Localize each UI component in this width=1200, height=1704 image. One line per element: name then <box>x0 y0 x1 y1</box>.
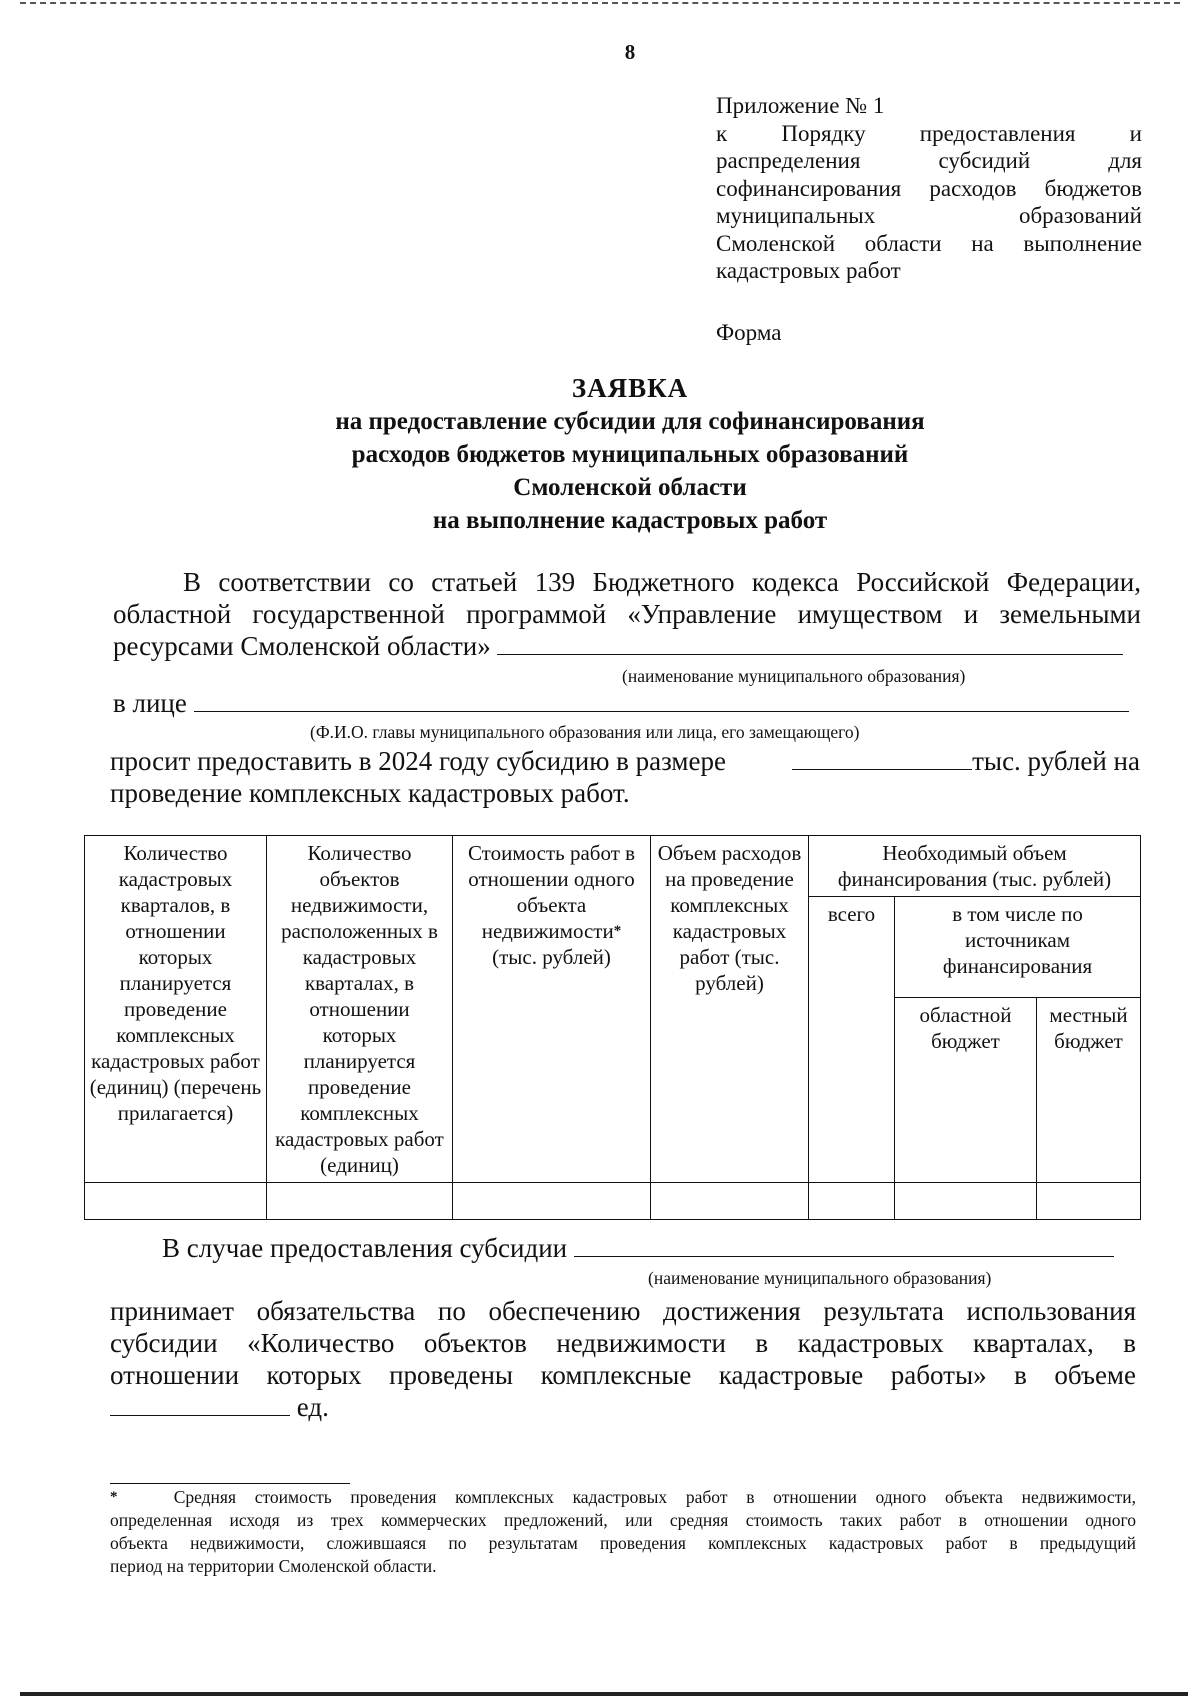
footnote-line <box>110 1486 1136 1509</box>
head-name-blank[interactable] <box>194 691 1129 712</box>
table-cell[interactable] <box>895 1183 1037 1220</box>
header-cell-regional: областной бюджет <box>895 998 1037 1183</box>
form-label: Форма <box>716 320 782 345</box>
appendix-line: Приложение № 1 <box>716 93 885 118</box>
footnote-line: объекта недвижимости, сложившаяся по результатам проведения комплексных кадастровых работ в предыдущий <box>110 1533 1136 1553</box>
intro-line-text: ресурсами Смоленской области» <box>113 631 491 661</box>
table-cell[interactable] <box>267 1183 453 1220</box>
header-cell-total: всего <box>809 897 895 1183</box>
amount-blank[interactable] <box>792 749 972 770</box>
table-row <box>85 1183 1141 1220</box>
footnote-line: определенная исходя из трех коммерческих предложений, или средняя стоимость таких работ в отношении одного <box>110 1510 1136 1530</box>
obligation-lead: В случае предоставления субсидии <box>162 1233 568 1263</box>
obligation-municipality-blank[interactable] <box>574 1236 1114 1257</box>
request-unit: тыс. рублей на <box>972 746 1140 776</box>
cost-unit: (тыс. рублей) <box>492 945 611 969</box>
header-cell-sources: в том числе по источникам финансирования <box>895 897 1141 998</box>
table-cell[interactable] <box>1037 1183 1141 1220</box>
scan-edge-top <box>20 2 1180 4</box>
scan-edge-bottom <box>20 1692 1188 1696</box>
appendix-line: софинансирования расходов бюджетов <box>716 175 1142 201</box>
footnote-marker: * <box>613 923 622 939</box>
appendix-line: распределения субсидий для <box>716 148 1142 173</box>
appendix-block <box>716 92 1142 285</box>
in-person-label: в лице <box>113 688 187 718</box>
obligation-caption: (наименование муниципального образования) <box>648 1268 992 1288</box>
header-cell-quarters: Количество кадастровых кварталов, в отношении которых планируется проведение комплексных кадастровых работ (единиц) (перечень прилагается) <box>85 836 267 1183</box>
header-cell-objects: Количество объектов недвижимости, расположенных в кадастровых кварталах, в отношении которых планируется проведение комплексных кадастровых работ (единиц) <box>267 836 453 1183</box>
head-caption: (Ф.И.О. главы муниципального образования или лица, его замещающего) <box>310 722 860 742</box>
obligation-line: принимает обязательства по обеспечению достижения результата использования <box>110 1296 1136 1326</box>
header-cell-expenses: Объем расходов на проведение комплексных кадастровых работ (тыс. рублей) <box>651 836 809 1183</box>
footnote-text: Средняя стоимость проведения комплексных кадастровых работ в отношении одного объекта недвижимости, <box>173 1487 1136 1507</box>
appendix-line: кадастровых работ <box>716 258 901 283</box>
intro-paragraph <box>113 566 1141 662</box>
table-cell[interactable] <box>453 1183 651 1220</box>
footnote <box>110 1486 1136 1578</box>
title-line: расходов бюджетов муниципальных образований <box>351 441 909 468</box>
cost-label: Стоимость работ в отношении одного объекта недвижимости <box>467 841 636 943</box>
obligation-line: субсидии «Количество объектов недвижимости в кадастровых кварталах, в <box>110 1328 1136 1358</box>
appendix-line: к Порядку предоставления и <box>716 120 1142 146</box>
intro-line <box>113 631 1123 661</box>
header-cell-cost <box>453 836 651 1183</box>
page-number: 8 <box>624 40 636 64</box>
volume-unit: ед. <box>296 1392 329 1422</box>
title-line: Смоленской области <box>513 474 747 501</box>
footnote-line: период на территории Смоленской области. <box>110 1556 437 1576</box>
appendix-line: Смоленской области на выполнение <box>716 230 1142 256</box>
request-text: просит предоставить в 2024 году субсидию в размере <box>110 746 726 776</box>
header-cell-local: местный бюджет <box>1037 998 1141 1183</box>
obligation-line: отношении которых проведены комплексные кадастровые работы» в объеме <box>110 1360 1136 1390</box>
request-row <box>110 745 1140 809</box>
intro-line: В соответствии со статьей 139 Бюджетного кодекса Российской Федерации, <box>183 567 1141 597</box>
request-text-2: проведение комплексных кадастровых работ. <box>110 778 630 808</box>
document-title <box>150 372 1110 537</box>
volume-blank[interactable] <box>110 1395 290 1416</box>
funding-table <box>84 835 1141 1220</box>
table-cell[interactable] <box>651 1183 809 1220</box>
obligation-paragraph <box>110 1295 1136 1423</box>
municipality-caption: (наименование муниципального образования) <box>622 666 966 686</box>
title-main: ЗАЯВКА <box>571 373 689 403</box>
request-amount-group <box>792 745 1140 777</box>
in-person-row <box>113 687 1129 719</box>
title-line: на выполнение кадастровых работ <box>432 507 828 534</box>
intro-line: областной государственной программой «Управление имуществом и земельными <box>113 599 1141 629</box>
obligation-lead-row <box>162 1232 1114 1264</box>
footnote-star: * <box>110 1489 118 1505</box>
obligation-volume <box>110 1392 329 1422</box>
table-cell[interactable] <box>85 1183 267 1220</box>
header-cell-financing: Необходимый объем финансирования (тыс. рублей) <box>809 836 1141 897</box>
appendix-line: муниципальных образований <box>716 203 1142 228</box>
municipality-blank[interactable] <box>497 634 1123 655</box>
table-header-row <box>85 836 1141 897</box>
footnote-divider <box>110 1483 350 1484</box>
request-line <box>110 745 1140 777</box>
title-line: на предоставление субсидии для софинансирования <box>335 408 925 435</box>
table-cell[interactable] <box>809 1183 895 1220</box>
